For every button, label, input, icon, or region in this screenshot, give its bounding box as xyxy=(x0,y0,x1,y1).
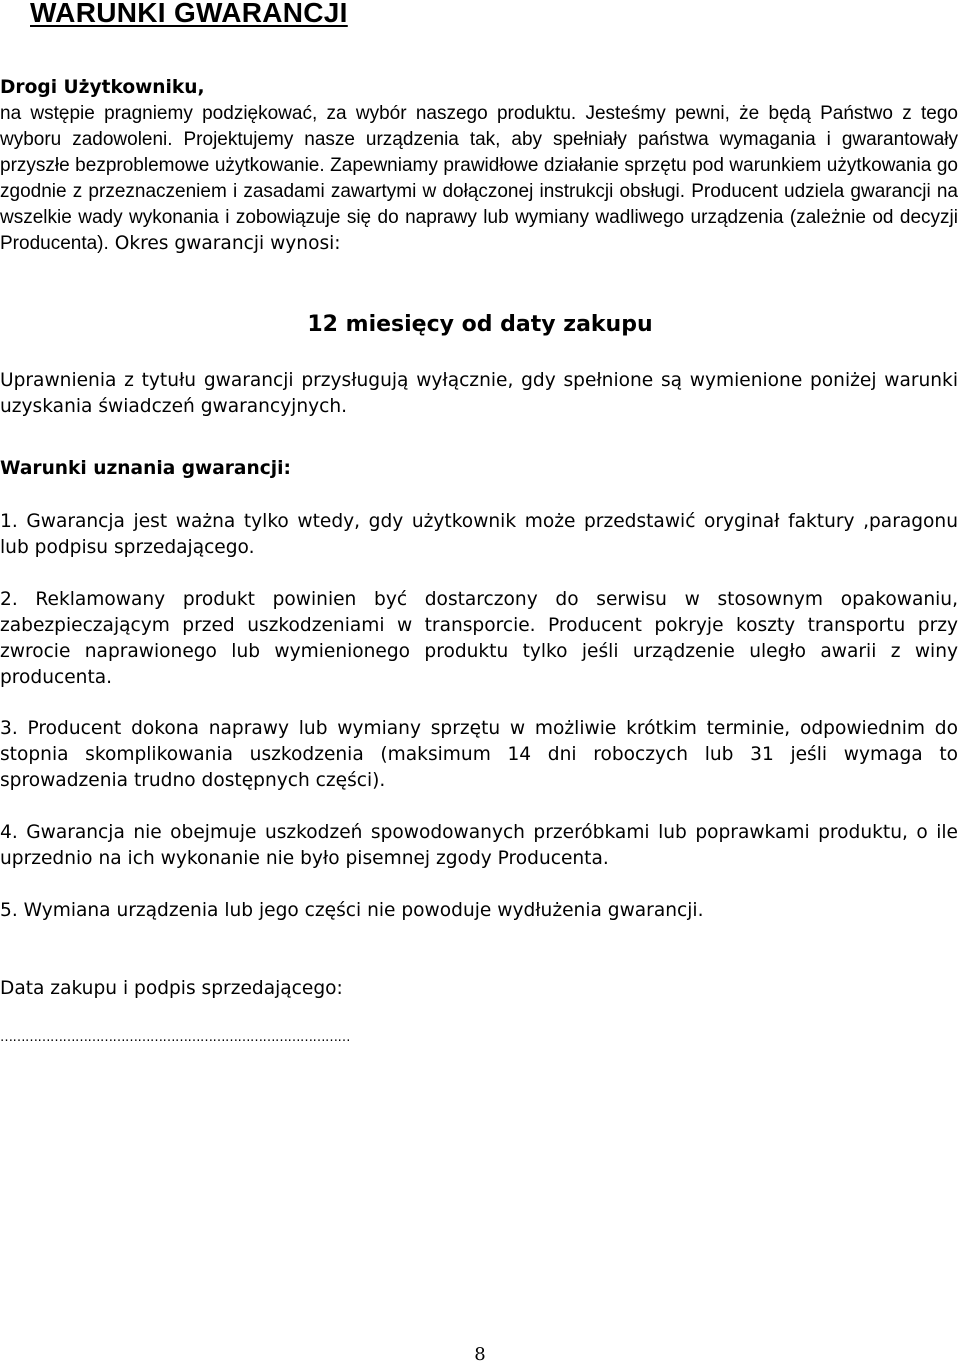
warranty-period: 12 miesięcy od daty zakupu xyxy=(307,312,653,337)
intro-paragraph xyxy=(0,75,958,257)
intro-text: na wstępie pragniemy podziękować, za wybór naszego produktu. Jesteśmy pewni, że będą Państwo z tego wyboru zadowoleni. Projektujemy nasze urządzenia tak, aby spełniały państwa wymagania i gwarantowały przyszłe bezproblemowe użytkowanie. Zapewniamy prawidłowe działanie sprzętu pod warunkiem użytkowania go zgodnie z przeznaczeniem i zasadami zawartymi w dołączonej instrukcji obsługi. Producent udziela gwarancji na wszelkie wady wykonania i zobowiązuje się do naprawy lub wymiany wadliwego urządzenia (zależnie od decyzji Producenta). xyxy=(0,103,958,254)
condition-item-4: 4. Gwarancja nie obejmuje uszkodzeń spowodowanych przeróbkami lub poprawkami produktu, o ile uprzednio na ich wykonanie nie było pisemnej zgody Producenta. xyxy=(0,822,958,869)
page-number: 8 xyxy=(474,1344,486,1365)
condition-item-3: 3. Producent dokona naprawy lub wymiany sprzętu w możliwie krótkim terminie, odpowiednim do stopnia skomplikowania uszkodzenia (maksimum 14 dni roboczych lub 31 jeśli wymaga to sprowadzenia trudno dostępnych części). xyxy=(0,718,958,791)
condition-item-1: 1. Gwarancja jest ważna tylko wtedy, gdy użytkownik może przedstawić oryginał faktury ,paragonu lub podpisu sprzedającego. xyxy=(0,511,958,558)
conditions-heading: Warunki uznania gwarancji: xyxy=(0,458,291,479)
condition-item-2: 2. Reklamowany produkt powinien być dostarczony do serwisu w stosownym opakowaniu, zabezpieczającym przed uszkodzeniami w transporcie. Producent pokryje koszty transportu przy zwrocie naprawionego lub wymienionego produktu tylko jeśli urządzenie uległo awarii z winy producenta. xyxy=(0,589,958,688)
greeting: Drogi Użytkowniku, xyxy=(0,77,205,98)
intro-period-lead: Okres gwarancji wynosi: xyxy=(108,233,341,254)
entitlement-paragraph: Uprawnienia z tytułu gwarancji przysługują wyłącznie, gdy spełnione są wymienione poniżej warunki uzyskania świadczeń gwarancyjnych. xyxy=(0,370,958,417)
signature-line: ………………………………………………………………………… xyxy=(0,1030,350,1045)
condition-item-5: 5. Wymiana urządzenia lub jego części nie powoduje wydłużenia gwarancji. xyxy=(0,900,704,921)
signature-label: Data zakupu i podpis sprzedającego: xyxy=(0,978,343,999)
page-title: WARUNKI GWARANCJI xyxy=(30,0,348,28)
